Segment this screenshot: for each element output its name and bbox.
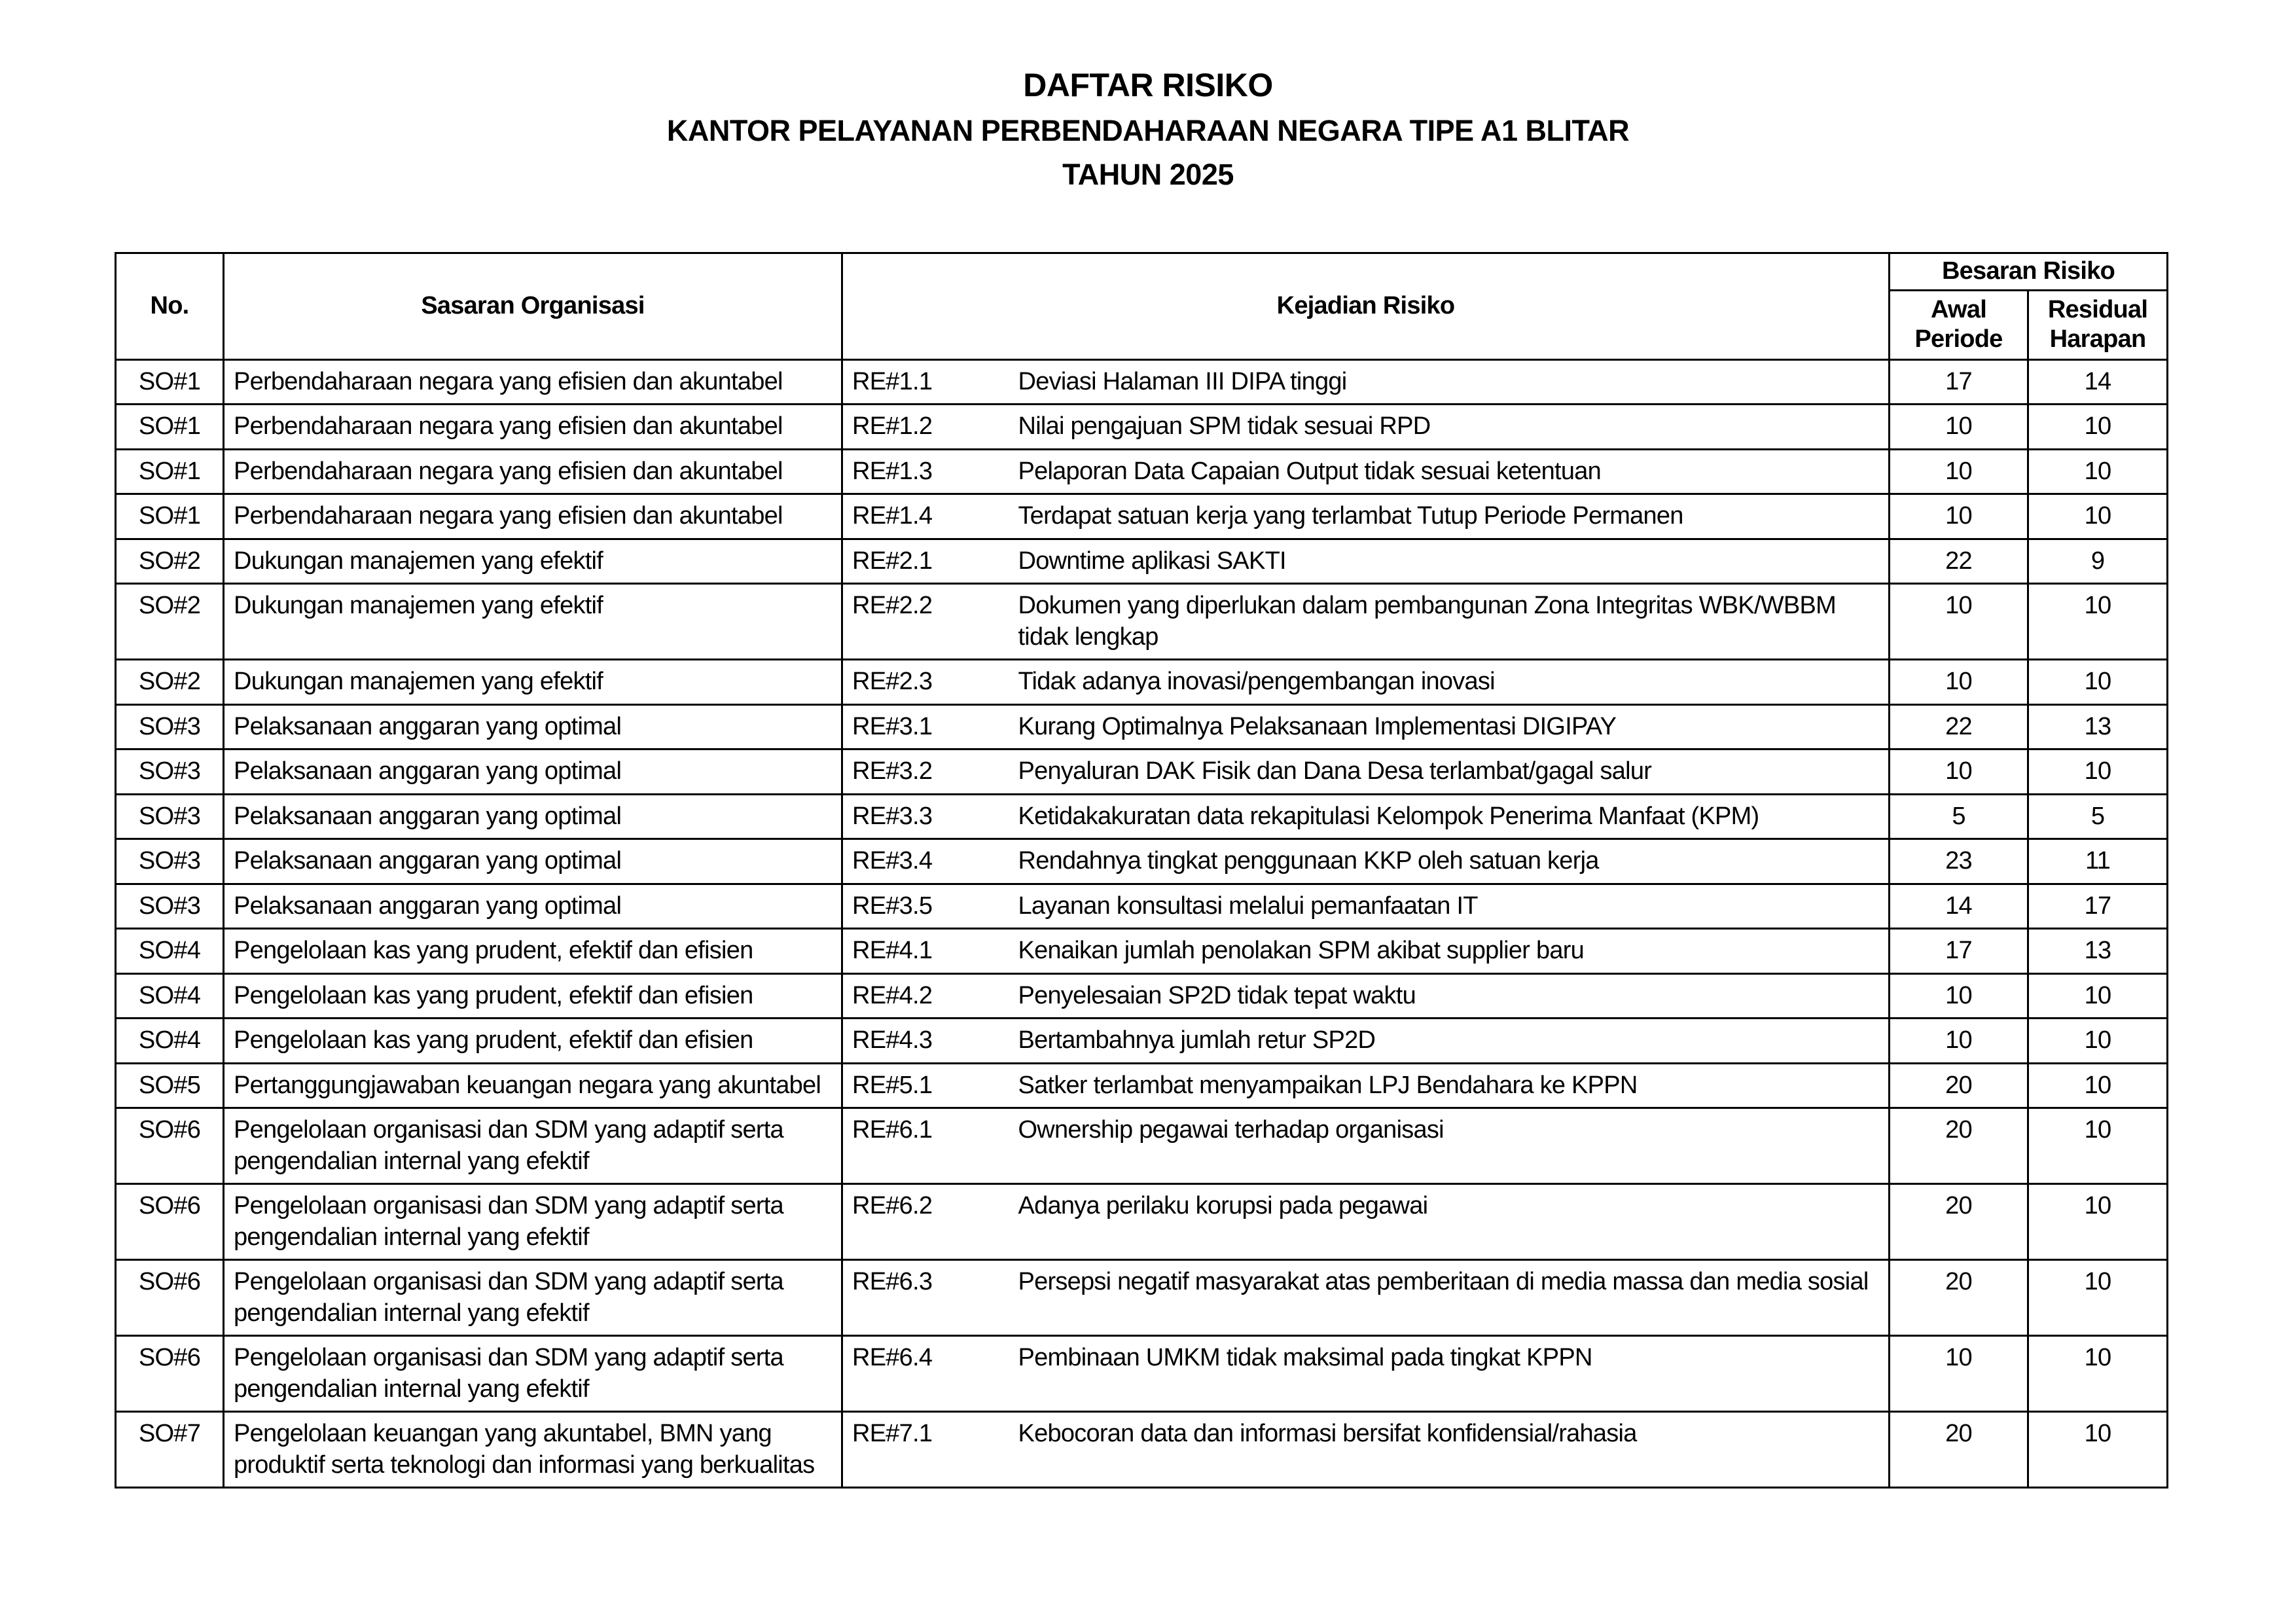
table-row xyxy=(116,929,2168,974)
col-header-no: No. xyxy=(116,253,224,360)
table-row xyxy=(116,1412,2168,1488)
cell-so-number: SO#2 xyxy=(116,539,224,584)
cell-so-number: SO#1 xyxy=(116,449,224,494)
cell-residual-harapan: 13 xyxy=(2028,929,2168,974)
cell-awal-periode: 20 xyxy=(1890,1184,2028,1260)
table-row xyxy=(116,973,2168,1019)
cell-kejadian-risiko: Nilai pengajuan SPM tidak sesuai RPD xyxy=(1009,405,1890,450)
cell-awal-periode: 10 xyxy=(1890,973,2028,1019)
table-row xyxy=(116,1019,2168,1064)
cell-residual-harapan: 11 xyxy=(2028,839,2168,884)
cell-kejadian-risiko: Ketidakakuratan data rekapitulasi Kelompok Penerima Manfaat (KPM) xyxy=(1009,794,1890,839)
table-row xyxy=(116,359,2168,405)
cell-awal-periode: 20 xyxy=(1890,1063,2028,1108)
cell-residual-harapan: 10 xyxy=(2028,1063,2168,1108)
cell-risk-code: RE#2.2 xyxy=(842,584,1009,660)
col-header-awal-periode: Awal Periode xyxy=(1890,290,2028,359)
cell-risk-code: RE#3.3 xyxy=(842,794,1009,839)
cell-risk-code: RE#4.2 xyxy=(842,973,1009,1019)
cell-residual-harapan: 10 xyxy=(2028,749,2168,795)
cell-awal-periode: 20 xyxy=(1890,1260,2028,1336)
header-row-1 xyxy=(116,253,2168,291)
cell-sasaran-organisasi: Dukungan manajemen yang efektif xyxy=(224,660,842,705)
cell-so-number: SO#3 xyxy=(116,794,224,839)
cell-awal-periode: 10 xyxy=(1890,1019,2028,1064)
cell-risk-code: RE#5.1 xyxy=(842,1063,1009,1108)
risk-table-body xyxy=(116,359,2168,1488)
col-header-kejadian: Kejadian Risiko xyxy=(842,253,1890,360)
cell-sasaran-organisasi: Pengelolaan organisasi dan SDM yang adaptif serta pengendalian internal yang efektif xyxy=(224,1260,842,1336)
cell-kejadian-risiko: Ownership pegawai terhadap organisasi xyxy=(1009,1108,1890,1184)
cell-risk-code: RE#6.4 xyxy=(842,1336,1009,1412)
risk-table xyxy=(115,252,2168,1489)
cell-so-number: SO#4 xyxy=(116,929,224,974)
cell-kejadian-risiko: Kebocoran data dan informasi bersifat konfidensial/rahasia xyxy=(1009,1412,1890,1488)
cell-sasaran-organisasi: Pengelolaan organisasi dan SDM yang adaptif serta pengendalian internal yang efektif xyxy=(224,1336,842,1412)
cell-sasaran-organisasi: Perbendaharaan negara yang efisien dan akuntabel xyxy=(224,405,842,450)
cell-kejadian-risiko: Satker terlambat menyampaikan LPJ Bendahara ke KPPN xyxy=(1009,1063,1890,1108)
cell-risk-code: RE#1.3 xyxy=(842,449,1009,494)
cell-kejadian-risiko: Rendahnya tingkat penggunaan KKP oleh satuan kerja xyxy=(1009,839,1890,884)
table-row xyxy=(116,794,2168,839)
cell-so-number: SO#1 xyxy=(116,359,224,405)
table-row xyxy=(116,1336,2168,1412)
cell-so-number: SO#3 xyxy=(116,839,224,884)
cell-risk-code: RE#4.3 xyxy=(842,1019,1009,1064)
cell-so-number: SO#6 xyxy=(116,1184,224,1260)
cell-sasaran-organisasi: Pengelolaan keuangan yang akuntabel, BMN yang produktif serta teknologi dan informasi yang berkualitas xyxy=(224,1412,842,1488)
cell-residual-harapan: 9 xyxy=(2028,539,2168,584)
cell-risk-code: RE#3.1 xyxy=(842,704,1009,749)
cell-residual-harapan: 10 xyxy=(2028,1108,2168,1184)
cell-kejadian-risiko: Terdapat satuan kerja yang terlambat Tutup Periode Permanen xyxy=(1009,494,1890,539)
cell-residual-harapan: 17 xyxy=(2028,884,2168,929)
cell-so-number: SO#1 xyxy=(116,494,224,539)
table-row xyxy=(116,749,2168,795)
cell-so-number: SO#6 xyxy=(116,1260,224,1336)
cell-sasaran-organisasi: Perbendaharaan negara yang efisien dan akuntabel xyxy=(224,359,842,405)
cell-risk-code: RE#3.5 xyxy=(842,884,1009,929)
page-year: TAHUN 2025 xyxy=(1062,158,1234,191)
cell-risk-code: RE#3.2 xyxy=(842,749,1009,795)
cell-awal-periode: 10 xyxy=(1890,1336,2028,1412)
cell-sasaran-organisasi: Pengelolaan organisasi dan SDM yang adaptif serta pengendalian internal yang efektif xyxy=(224,1108,842,1184)
cell-sasaran-organisasi: Perbendaharaan negara yang efisien dan akuntabel xyxy=(224,449,842,494)
cell-residual-harapan: 10 xyxy=(2028,405,2168,450)
cell-kejadian-risiko: Downtime aplikasi SAKTI xyxy=(1009,539,1890,584)
table-row xyxy=(116,1108,2168,1184)
cell-awal-periode: 10 xyxy=(1890,449,2028,494)
table-row xyxy=(116,1260,2168,1336)
cell-awal-periode: 22 xyxy=(1890,704,2028,749)
cell-so-number: SO#7 xyxy=(116,1412,224,1488)
table-row xyxy=(116,449,2168,494)
cell-sasaran-organisasi: Pengelolaan kas yang prudent, efektif dan efisien xyxy=(224,929,842,974)
cell-sasaran-organisasi: Pengelolaan organisasi dan SDM yang adaptif serta pengendalian internal yang efektif xyxy=(224,1184,842,1260)
page-title: DAFTAR RISIKO xyxy=(1023,67,1273,103)
cell-residual-harapan: 10 xyxy=(2028,1019,2168,1064)
cell-kejadian-risiko: Penyaluran DAK Fisik dan Dana Desa terlambat/gagal salur xyxy=(1009,749,1890,795)
cell-so-number: SO#1 xyxy=(116,405,224,450)
cell-risk-code: RE#3.4 xyxy=(842,839,1009,884)
cell-kejadian-risiko: Adanya perilaku korupsi pada pegawai xyxy=(1009,1184,1890,1260)
cell-awal-periode: 17 xyxy=(1890,359,2028,405)
table-row xyxy=(116,584,2168,660)
cell-awal-periode: 23 xyxy=(1890,839,2028,884)
cell-kejadian-risiko: Kenaikan jumlah penolakan SPM akibat supplier baru xyxy=(1009,929,1890,974)
cell-sasaran-organisasi: Pelaksanaan anggaran yang optimal xyxy=(224,884,842,929)
cell-so-number: SO#3 xyxy=(116,704,224,749)
cell-so-number: SO#2 xyxy=(116,660,224,705)
cell-awal-periode: 5 xyxy=(1890,794,2028,839)
table-row xyxy=(116,839,2168,884)
cell-residual-harapan: 10 xyxy=(2028,660,2168,705)
cell-residual-harapan: 10 xyxy=(2028,584,2168,660)
cell-so-number: SO#3 xyxy=(116,749,224,795)
cell-sasaran-organisasi: Pelaksanaan anggaran yang optimal xyxy=(224,704,842,749)
cell-awal-periode: 20 xyxy=(1890,1108,2028,1184)
cell-so-number: SO#4 xyxy=(116,1019,224,1064)
cell-sasaran-organisasi: Perbendaharaan negara yang efisien dan akuntabel xyxy=(224,494,842,539)
cell-residual-harapan: 14 xyxy=(2028,359,2168,405)
cell-kejadian-risiko: Kurang Optimalnya Pelaksanaan Implementasi DIGIPAY xyxy=(1009,704,1890,749)
cell-residual-harapan: 10 xyxy=(2028,1336,2168,1412)
cell-sasaran-organisasi: Pelaksanaan anggaran yang optimal xyxy=(224,749,842,795)
cell-kejadian-risiko: Persepsi negatif masyarakat atas pemberitaan di media massa dan media sosial xyxy=(1009,1260,1890,1336)
cell-residual-harapan: 10 xyxy=(2028,449,2168,494)
cell-risk-code: RE#7.1 xyxy=(842,1412,1009,1488)
table-row xyxy=(116,704,2168,749)
cell-kejadian-risiko: Penyelesaian SP2D tidak tepat waktu xyxy=(1009,973,1890,1019)
cell-so-number: SO#3 xyxy=(116,884,224,929)
cell-residual-harapan: 10 xyxy=(2028,494,2168,539)
cell-so-number: SO#5 xyxy=(116,1063,224,1108)
table-row xyxy=(116,660,2168,705)
cell-risk-code: RE#6.1 xyxy=(842,1108,1009,1184)
cell-so-number: SO#2 xyxy=(116,584,224,660)
cell-kejadian-risiko: Layanan konsultasi melalui pemanfaatan IT xyxy=(1009,884,1890,929)
cell-sasaran-organisasi: Dukungan manajemen yang efektif xyxy=(224,584,842,660)
cell-sasaran-organisasi: Pelaksanaan anggaran yang optimal xyxy=(224,794,842,839)
table-row xyxy=(116,405,2168,450)
cell-kejadian-risiko: Bertambahnya jumlah retur SP2D xyxy=(1009,1019,1890,1064)
cell-kejadian-risiko: Pelaporan Data Capaian Output tidak sesuai ketentuan xyxy=(1009,449,1890,494)
cell-awal-periode: 10 xyxy=(1890,660,2028,705)
document-header xyxy=(0,0,2296,189)
cell-residual-harapan: 10 xyxy=(2028,1260,2168,1336)
cell-risk-code: RE#1.2 xyxy=(842,405,1009,450)
cell-kejadian-risiko: Pembinaan UMKM tidak maksimal pada tingkat KPPN xyxy=(1009,1336,1890,1412)
cell-awal-periode: 14 xyxy=(1890,884,2028,929)
cell-residual-harapan: 10 xyxy=(2028,1184,2168,1260)
table-row xyxy=(116,884,2168,929)
col-header-residual-harapan: Residual Harapan xyxy=(2028,290,2168,359)
cell-risk-code: RE#1.1 xyxy=(842,359,1009,405)
cell-so-number: SO#6 xyxy=(116,1108,224,1184)
cell-awal-periode: 10 xyxy=(1890,405,2028,450)
cell-sasaran-organisasi: Pelaksanaan anggaran yang optimal xyxy=(224,839,842,884)
cell-risk-code: RE#4.1 xyxy=(842,929,1009,974)
cell-residual-harapan: 13 xyxy=(2028,704,2168,749)
cell-kejadian-risiko: Dokumen yang diperlukan dalam pembangunan Zona Integritas WBK/WBBM tidak lengkap xyxy=(1009,584,1890,660)
cell-awal-periode: 22 xyxy=(1890,539,2028,584)
cell-so-number: SO#4 xyxy=(116,973,224,1019)
col-header-sasaran: Sasaran Organisasi xyxy=(224,253,842,360)
cell-risk-code: RE#6.2 xyxy=(842,1184,1009,1260)
cell-awal-periode: 10 xyxy=(1890,494,2028,539)
cell-kejadian-risiko: Deviasi Halaman III DIPA tinggi xyxy=(1009,359,1890,405)
cell-residual-harapan: 10 xyxy=(2028,973,2168,1019)
cell-so-number: SO#6 xyxy=(116,1336,224,1412)
cell-residual-harapan: 5 xyxy=(2028,794,2168,839)
cell-awal-periode: 10 xyxy=(1890,749,2028,795)
cell-sasaran-organisasi: Pengelolaan kas yang prudent, efektif dan efisien xyxy=(224,973,842,1019)
cell-awal-periode: 10 xyxy=(1890,584,2028,660)
page-subtitle: KANTOR PELAYANAN PERBENDAHARAAN NEGARA TIPE A1 BLITAR xyxy=(666,114,1630,147)
table-row xyxy=(116,539,2168,584)
table-row xyxy=(116,1063,2168,1108)
cell-risk-code: RE#2.3 xyxy=(842,660,1009,705)
cell-risk-code: RE#2.1 xyxy=(842,539,1009,584)
table-row xyxy=(116,1184,2168,1260)
cell-kejadian-risiko: Tidak adanya inovasi/pengembangan inovasi xyxy=(1009,660,1890,705)
cell-awal-periode: 17 xyxy=(1890,929,2028,974)
risk-table-header xyxy=(116,253,2168,360)
cell-sasaran-organisasi: Pengelolaan kas yang prudent, efektif dan efisien xyxy=(224,1019,842,1064)
table-row xyxy=(116,494,2168,539)
cell-risk-code: RE#6.3 xyxy=(842,1260,1009,1336)
cell-risk-code: RE#1.4 xyxy=(842,494,1009,539)
col-header-besaran: Besaran Risiko xyxy=(1890,253,2168,291)
cell-awal-periode: 20 xyxy=(1890,1412,2028,1488)
cell-sasaran-organisasi: Dukungan manajemen yang efektif xyxy=(224,539,842,584)
cell-residual-harapan: 10 xyxy=(2028,1412,2168,1488)
cell-sasaran-organisasi: Pertanggungjawaban keuangan negara yang akuntabel xyxy=(224,1063,842,1108)
